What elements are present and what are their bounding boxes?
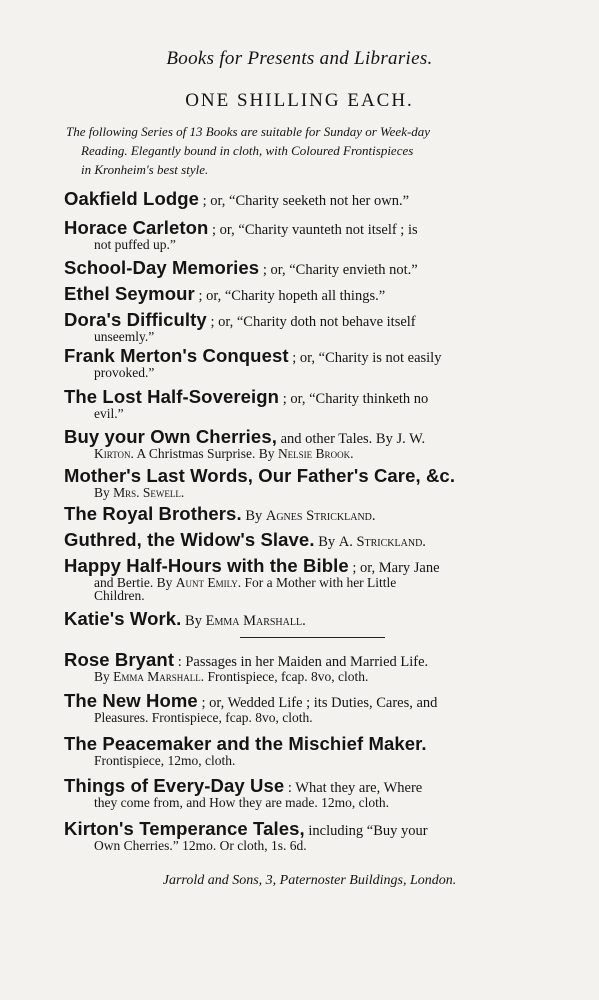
book-detail: By <box>181 613 206 629</box>
book-entry <box>64 308 564 345</box>
book-entry <box>64 425 564 462</box>
intro-line: Reading. Elegantly bound in cloth, with Coloured Frontispieces <box>81 143 414 158</box>
book-detail: evil.” <box>94 406 124 421</box>
book-subtitle: ; or, Mary Jane <box>348 560 440 576</box>
book-detail: Frontispiece, fcap. 8vo, cloth. <box>204 669 369 684</box>
book-entry <box>64 344 564 381</box>
book-title: Things of Every-Day Use <box>64 775 285 796</box>
book-title: Buy your Own Cherries, <box>64 426 277 447</box>
book-entry <box>64 648 564 685</box>
book-entry <box>64 817 564 854</box>
book-title: Oakfield Lodge <box>64 188 200 209</box>
author-name: A. Strickland. <box>338 534 426 550</box>
book-entry <box>64 502 564 526</box>
price-heading: ONE SHILLING EACH. <box>185 90 414 111</box>
book-entry <box>64 385 564 422</box>
book-detail: provoked.” <box>94 365 155 380</box>
book-title: The New Home <box>64 690 198 711</box>
book-detail: and Bertie. By <box>94 575 176 590</box>
book-title: The Royal Brothers. <box>64 503 242 524</box>
intro-line: The following Series of 13 Books are suitable for Sunday or Week-day <box>66 124 431 139</box>
page-heading: Books for Presents and Libraries. <box>166 48 433 69</box>
book-detail: Own Cherries.” 12mo. Or cloth, 1s. 6d. <box>94 838 307 853</box>
book-title: Dora's Difficulty <box>64 309 207 330</box>
book-entry <box>64 528 564 552</box>
book-title: Mother's Last Words, Our Father's Care, &c. <box>64 465 456 486</box>
book-detail: they come from, and How they are made. 12mo, cloth. <box>94 795 390 810</box>
book-subtitle: including “Buy your <box>304 823 428 839</box>
book-detail: By <box>314 534 339 550</box>
book-entry <box>64 464 564 501</box>
book-entry <box>64 216 564 253</box>
author-name: Aunt Emily. <box>175 575 242 590</box>
book-title: The Lost Half-Sovereign <box>64 386 280 407</box>
author-name: Agnes Strickland. <box>265 508 376 524</box>
book-detail: By <box>241 508 266 524</box>
book-entry <box>64 774 564 811</box>
book-detail: not puffed up.” <box>94 237 176 252</box>
book-detail: Pleasures. Frontispiece, fcap. 8vo, cloth. <box>94 710 313 725</box>
book-title: Happy Half-Hours with the Bible <box>64 555 349 576</box>
book-subtitle: ; or, “Charity vaunteth not itself ; is <box>208 222 418 238</box>
author-name: Emma Marshall. <box>113 669 205 684</box>
book-title: The Peacemaker and the Mischief Maker. <box>64 733 427 754</box>
book-subtitle: and other Tales. By J. W. <box>276 431 426 447</box>
series-intro <box>66 122 536 179</box>
book-subtitle: ; or, “Charity doth not behave itself <box>206 314 416 330</box>
book-subtitle: ; or, “Charity envieth not.” <box>259 262 418 278</box>
book-subtitle: : Passages in her Maiden and Married Life. <box>174 654 429 670</box>
book-title: Frank Merton's Conquest <box>64 345 289 366</box>
book-detail: By <box>94 485 114 500</box>
book-subtitle: ; or, “Charity is not easily <box>288 350 442 366</box>
book-title: Kirton's Temperance Tales, <box>64 818 305 839</box>
book-entry <box>64 282 564 306</box>
book-subtitle: : What they are, Where <box>284 780 423 796</box>
book-entry <box>64 256 564 280</box>
book-entry <box>64 732 564 769</box>
book-entry <box>64 607 564 631</box>
book-detail: By <box>94 669 114 684</box>
book-title: School-Day Memories <box>64 257 260 278</box>
intro-line: in Kronheim's best style. <box>81 162 209 177</box>
book-detail: unseemly.” <box>94 329 155 344</box>
book-detail: For a Mother with her Little <box>241 575 397 590</box>
book-title: Guthred, the Widow's Slave. <box>64 529 315 550</box>
book-title: Ethel Seymour <box>64 283 195 304</box>
author-name: Nelsie Brook. <box>277 446 354 461</box>
book-title: Horace Carleton <box>64 217 209 238</box>
book-subtitle: ; or, “Charity thinketh no <box>279 391 429 407</box>
book-detail: Frontispiece, 12mo, cloth. <box>94 753 236 768</box>
book-detail: Children. <box>94 588 145 603</box>
book-subtitle: ; or, “Charity hopeth all things.” <box>194 288 386 304</box>
publisher-imprint: Jarrold and Sons, 3, Paternoster Buildings, London. <box>162 873 457 888</box>
book-title: Katie's Work. <box>64 608 182 629</box>
book-detail: A Christmas Surprise. By <box>133 446 278 461</box>
author-name: Emma Marshall. <box>205 613 306 629</box>
author-name: Mrs. Sewell. <box>113 485 185 500</box>
book-title: Rose Bryant <box>64 649 175 670</box>
book-entry <box>64 187 564 211</box>
author-name: Kirton. <box>94 446 134 461</box>
book-entry <box>64 554 564 604</box>
book-entry <box>64 689 564 726</box>
book-subtitle: ; or, “Charity seeketh not her own.” <box>199 193 410 209</box>
section-divider <box>240 637 385 638</box>
book-subtitle: ; or, Wedded Life ; its Duties, Cares, and <box>197 695 438 711</box>
